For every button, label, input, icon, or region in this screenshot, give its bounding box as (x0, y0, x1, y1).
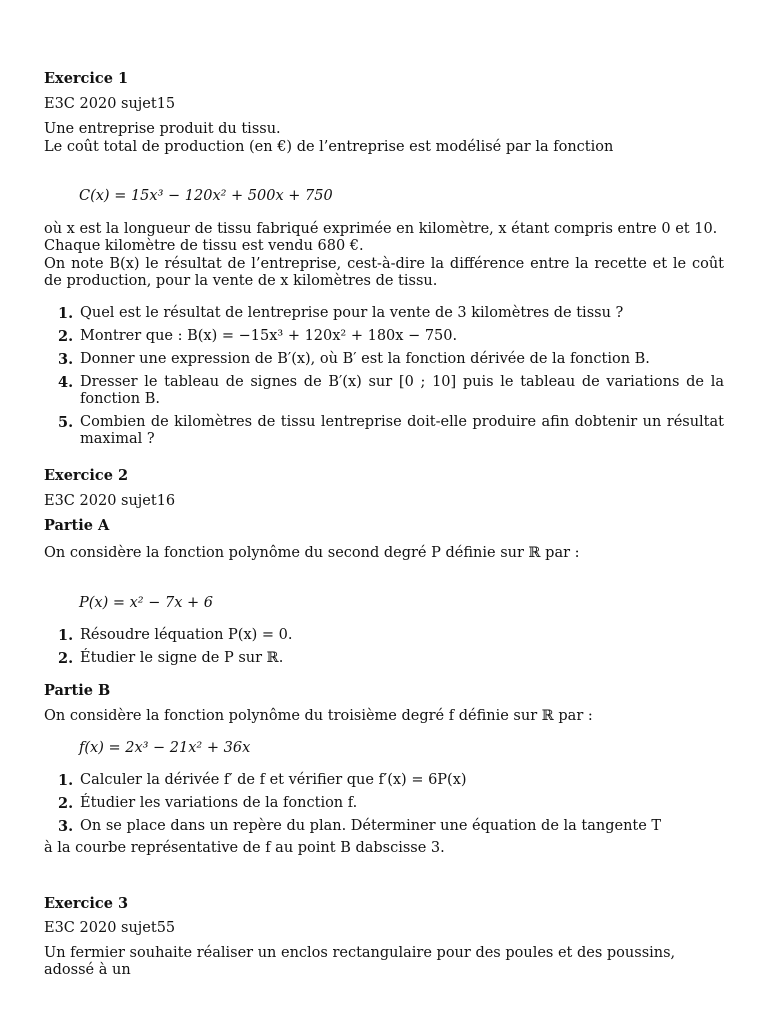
question-item: 3. On se place dans un repère du plan. Déterminer une équation de la tangente T (58, 818, 662, 835)
part-a-formula: P(x) = x² − 7x + 6 (79, 595, 213, 611)
part-b-title: Partie B (44, 682, 111, 699)
exercise-2-title: Exercice 2 (44, 467, 129, 484)
exercise-3-source: E3C 2020 sujet55 (44, 920, 176, 936)
exercise-1-source: E3C 2020 sujet15 (44, 96, 176, 112)
question-item: 3. Donner une expression de B′(x), où B′ est la fonction dérivée de la fonction B. (58, 351, 650, 368)
exercise-3-title: Exercice 3 (44, 895, 129, 912)
question-item: 1. Quel est le résultat de lentreprise pour la vente de 3 kilomètres de tissu ? (58, 305, 624, 322)
part-b-question-3-continuation: à la courbe représentative de f au point B dabscisse 3. (44, 840, 445, 856)
part-a-title: Partie A (44, 517, 110, 534)
question-item: 4. Dresser le tableau de signes de B′(x) sur [0 ; 10] puis le tableau de variations de la fonction B. (58, 374, 724, 407)
exercise-1-cost-sentence: Le coût total de production (en €) de l’entreprise est modélisé par la fonction (44, 139, 614, 155)
exercise-1-price-sentence: Chaque kilomètre de tissu est vendu 680 €. (44, 238, 364, 254)
question-item: 2. Montrer que : B(x) = −15x³ + 120x² + 180x − 750. (58, 328, 458, 345)
part-b-question-list (44, 772, 724, 841)
question-item: 2. Étudier le signe de P sur ℝ. (58, 650, 284, 667)
question-item: 1. Calculer la dérivée f′ de f et vérifier que f′(x) = 6P(x) (58, 772, 467, 789)
question-item: 2. Étudier les variations de la fonction f. (58, 795, 358, 812)
exercise-2-source: E3C 2020 sujet16 (44, 493, 176, 509)
exercise-1-title: Exercice 1 (44, 70, 129, 87)
exercise-3-intro: Un fermier souhaite réaliser un enclos rectangulaire pour des poules et des poussins, adossé à un (44, 945, 676, 978)
question-item: 5. Combien de kilomètres de tissu lentreprise doit-elle produire afin dobtenir un résultat maximal ? (58, 414, 724, 447)
part-b-intro: On considère la fonction polynôme du troisième degré f définie sur ℝ par : (44, 708, 593, 724)
exercise-1-intro-line: Une entreprise produit du tissu. (44, 121, 281, 137)
exercise-1-domain-sentence: où x est la longueur de tissu fabriqué exprimée en kilomètre, x étant compris entre 0 et 10. (44, 221, 718, 237)
question-item: 1. Résoudre léquation P(x) = 0. (58, 627, 293, 644)
part-a-intro: On considère la fonction polynôme du second degré P définie sur ℝ par : (44, 545, 580, 561)
exercise-1-question-list (44, 305, 724, 454)
exercise-1-result-definition: On note B(x) le résultat de l’entreprise, cest-à-dire la différence entre la recette et le coût de production, pour la vente de x kilomètres de tissu. (44, 256, 724, 289)
exercise-1-cost-formula: C(x) = 15x³ − 120x² + 500x + 750 (79, 188, 333, 204)
part-a-question-list (44, 627, 724, 673)
part-b-formula: f(x) = 2x³ − 21x² + 36x (79, 740, 251, 756)
